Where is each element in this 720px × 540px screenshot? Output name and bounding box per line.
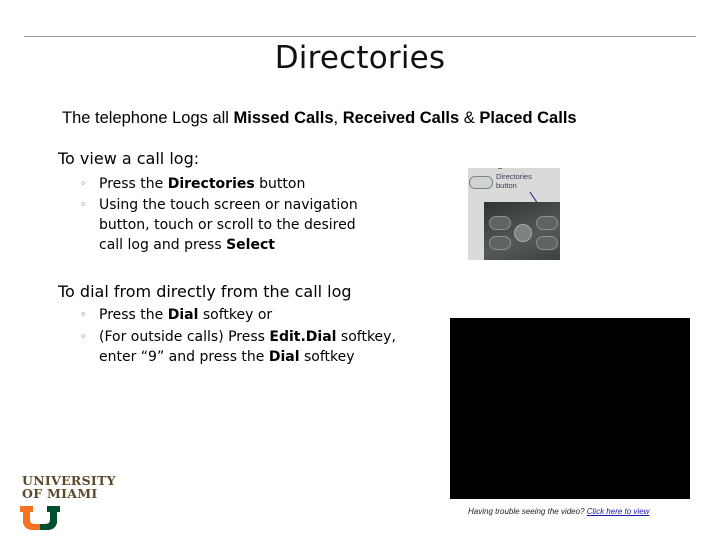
phone-keypad-panel bbox=[484, 202, 560, 260]
bullet-text: softkey or bbox=[198, 307, 273, 323]
bullet-bold: Select bbox=[226, 237, 275, 253]
video-help-text bbox=[468, 507, 649, 516]
bullet-text: softkey, bbox=[336, 329, 396, 345]
bullet-text: call log and press bbox=[99, 237, 227, 253]
bullet-marker: ◦ bbox=[80, 330, 87, 343]
university-u-logo-icon bbox=[20, 506, 60, 530]
bullet-text: Press the bbox=[99, 176, 168, 192]
services-key-icon bbox=[489, 236, 511, 250]
click-here-to-view-link[interactable]: Click here to view bbox=[586, 507, 650, 516]
bullet-text: button bbox=[254, 176, 306, 192]
section-heading-view-call-log: To view a call log: bbox=[58, 149, 200, 168]
bullet-line: button, touch or scroll to the desired bbox=[99, 217, 356, 233]
intro-sep-1: , bbox=[333, 109, 343, 127]
slide-title: Directories bbox=[274, 40, 446, 76]
bullet-bold: Dial bbox=[167, 307, 199, 323]
bullet-line: Using the touch screen or navigation bbox=[99, 197, 358, 213]
bullet-text: (For outside calls) Press bbox=[99, 329, 270, 345]
settings-key-icon bbox=[536, 236, 558, 250]
phone-directories-button-image bbox=[468, 168, 560, 260]
intro-text bbox=[62, 109, 577, 128]
bullet-text: softkey bbox=[299, 349, 355, 365]
bullet-marker: ◦ bbox=[80, 177, 87, 190]
intro-prefix: The telephone Logs all bbox=[62, 109, 234, 127]
messages-key-icon bbox=[489, 216, 511, 230]
bullet-marker: ◦ bbox=[80, 198, 87, 211]
section-heading-dial-from-log: To dial from directly from the call log bbox=[58, 282, 352, 301]
intro-received-calls: Received Calls bbox=[342, 109, 460, 127]
video-help-message: Having trouble seeing the video? bbox=[468, 507, 587, 516]
intro-sep-2: & bbox=[459, 109, 480, 127]
bullet-bold: Dial bbox=[268, 349, 300, 365]
bullet-text: Press the bbox=[99, 307, 168, 323]
bullet-text: enter “9” and press the bbox=[99, 349, 269, 365]
video-player[interactable] bbox=[450, 318, 690, 499]
logo-of-miami-text: OF MIAMI bbox=[22, 486, 98, 501]
intro-placed-calls: Placed Calls bbox=[479, 109, 577, 127]
callout-line: button bbox=[496, 181, 517, 190]
navigation-pad-icon bbox=[514, 224, 532, 242]
bullet-bold: Edit.Dial bbox=[269, 329, 337, 345]
directories-key-icon bbox=[536, 216, 558, 230]
logo-university-text: UNIVERSITY bbox=[22, 473, 116, 488]
bullet-marker: ◦ bbox=[80, 308, 87, 321]
callout-line: Directories bbox=[496, 172, 532, 181]
title-divider bbox=[24, 36, 696, 37]
bullet-bold: Directories bbox=[167, 176, 255, 192]
intro-missed-calls: Missed Calls bbox=[233, 109, 334, 127]
